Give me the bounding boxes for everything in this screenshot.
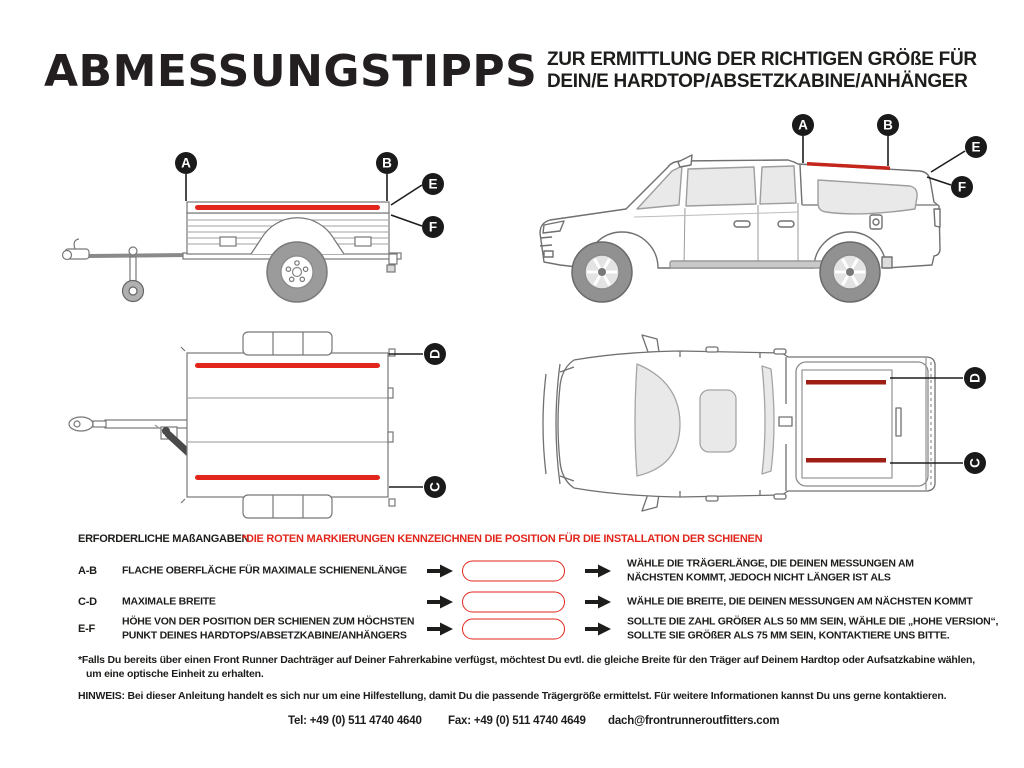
svg-text:E: E — [971, 139, 981, 155]
desc-line: MAXIMALE BREITE — [122, 595, 216, 608]
marker-d — [964, 367, 986, 389]
width-position-stripe-bottom — [195, 475, 380, 480]
arrow-right-icon — [427, 565, 453, 578]
trailer-top-marker-badges — [424, 343, 446, 498]
marker-e — [965, 136, 987, 158]
truck-side-view — [530, 105, 1010, 325]
measurement-row-cd — [78, 591, 1018, 613]
svg-text:A: A — [798, 117, 808, 133]
contact-tel: Tel: +49 (0) 511 4740 4640 — [288, 715, 422, 727]
measurement-input-ab[interactable] — [462, 561, 565, 582]
row-result-cd — [627, 595, 973, 609]
contact-email: dach@frontrunneroutfitters.com — [608, 715, 780, 727]
footnote-line-1: *Falls Du bereits über einen Front Runner Dachträger auf Deiner Fahrerkabine verfügst, möchtest Du evtl. die gleiche Breite für den Träger auf Deinem Hardtop oder Aufsatzkabine wählen, — [78, 654, 975, 666]
truck-top-view — [530, 330, 1015, 525]
trailer-top-markers — [389, 354, 423, 487]
row-desc-ef — [122, 616, 414, 643]
subtitle-line-1: ZUR ERMITTLUNG DER RICHTIGEN GRÖßE FÜR — [547, 49, 977, 70]
row-code-cd: C-D — [78, 596, 97, 608]
bed-position-stripe-bottom — [806, 458, 886, 463]
measurement-row-ef — [78, 614, 1018, 644]
svg-text:B: B — [382, 155, 392, 171]
trailer-side-view — [55, 115, 465, 325]
measurement-row-ab — [78, 557, 1018, 585]
marker-b — [877, 114, 899, 136]
page-subtitle — [547, 49, 977, 93]
desc-line: HÖHE VON DER POSITION DER SCHIENEN ZUM HÖCHSTEN — [122, 615, 415, 628]
row-code-ef: E-F — [78, 623, 95, 635]
row-code-ab: A-B — [78, 565, 97, 577]
row-result-ef — [627, 616, 998, 643]
arrow-right-icon — [427, 623, 453, 636]
width-position-stripe-top — [195, 363, 380, 368]
measurements-heading: ERFORDERLICHE MAßANGABEN — [78, 533, 250, 545]
marker-a — [792, 114, 814, 136]
measurements-red-note: *DIE ROTEN MARKIERUNGEN KENNZEICHNEN DIE POSITION FÜR DIE INSTALLATION DER SCHIENEN — [242, 533, 763, 545]
svg-text:D: D — [427, 349, 443, 359]
contact-fax: Fax: +49 (0) 511 4740 4649 — [448, 715, 586, 727]
arrow-right-icon — [585, 596, 611, 609]
arrow-right-icon — [585, 623, 611, 636]
rail-position-stripe — [195, 205, 380, 210]
desc-line: FLACHE OBERFLÄCHE FÜR MAXIMALE SCHIENENLÄNGE — [122, 564, 407, 577]
marker-c — [424, 476, 446, 498]
result-line: WÄHLE DIE TRÄGERLÄNGE, DIE DEINEN MESSUNGEN AM — [627, 557, 914, 570]
marker-b — [376, 152, 398, 174]
measurement-input-ef[interactable] — [462, 619, 565, 640]
truck-top-marker-badges — [964, 367, 986, 474]
row-desc-cd — [122, 595, 216, 609]
hinweis-note: HINWEIS: Bei dieser Anleitung handelt es sich nur um eine Hilfestellung, damit Du die passende Trägergröße ermittelst. Für weitere Informationen kannst Du uns gerne kontaktieren. — [78, 690, 947, 702]
trailer-side-art — [63, 202, 402, 302]
truck-side-art — [540, 155, 940, 302]
row-desc-ab — [122, 564, 407, 578]
result-line: SOLLTE DIE ZAHL GRÖßER ALS 50 MM SEIN, WÄHLE DIE „HOHE VERSION“, — [627, 615, 999, 628]
marker-d — [424, 343, 446, 365]
footnote-line-2: um eine optische Einheit zu erhalten. — [86, 668, 264, 680]
marker-e — [422, 173, 444, 195]
measurement-input-cd[interactable] — [462, 592, 565, 613]
svg-text:E: E — [428, 176, 438, 192]
svg-text:C: C — [967, 458, 983, 468]
marker-f — [951, 176, 973, 198]
row-result-ab — [627, 558, 914, 585]
arrow-right-icon — [427, 596, 453, 609]
svg-text:B: B — [883, 117, 893, 133]
truck-top-art — [543, 335, 935, 511]
page-title: ABMESSUNGSTIPPS — [44, 46, 538, 97]
arrow-right-icon — [585, 565, 611, 578]
result-line: SOLLTE SIE GRÖßER ALS 75 MM SEIN, KONTAKTIERE UNS BITTE. — [627, 629, 950, 641]
desc-line: PUNKT DEINES HARDTOPS/ABSETZKABINE/ANHÄNGERS — [122, 629, 407, 641]
marker-c — [964, 452, 986, 474]
marker-f — [422, 216, 444, 238]
marker-a — [175, 152, 197, 174]
result-line: NÄCHSTEN KOMMT, JEDOCH NICHT LÄNGER IST ALS — [627, 571, 891, 583]
result-line: WÄHLE DIE BREITE, DIE DEINEN MESSUNGEN AM NÄCHSTEN KOMMT — [627, 595, 973, 608]
svg-text:A: A — [181, 155, 191, 171]
bed-position-stripe-top — [806, 380, 886, 385]
svg-text:C: C — [427, 482, 443, 492]
trailer-top-view — [55, 330, 465, 525]
svg-text:F: F — [957, 179, 967, 195]
trailer-top-art — [69, 332, 395, 518]
svg-text:D: D — [967, 373, 983, 383]
subtitle-line-2: DEIN/E HARDTOP/ABSETZKABINE/ANHÄNGER — [547, 71, 968, 92]
svg-text:F: F — [428, 219, 438, 235]
